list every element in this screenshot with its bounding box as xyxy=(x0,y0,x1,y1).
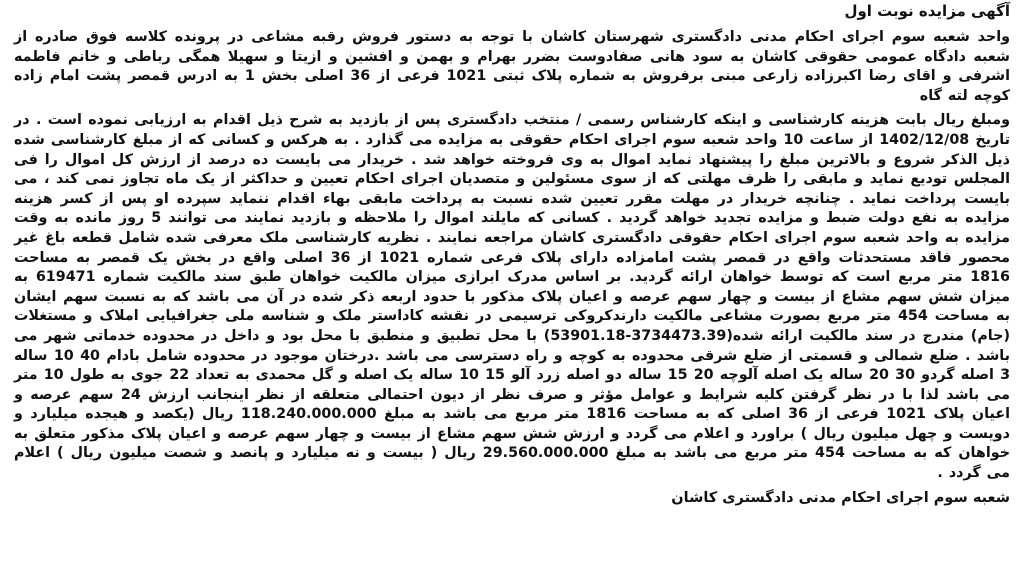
notice-paragraph-intro: واحد شعبه سوم اجرای احکام مدنی دادگستری شهرستان کاشان با توجه به دستور فروش رقبه مشاعی در پرونده کلاسه فوق صادره از شعبه دادگاه عمومی حقوقی کاشان به سود هانی صفادوست بضرر بهرام و بهمن و افشین و ازیتا و سهیلا همگی رباطی و خانم فاطمه اشرفی و اقای رضا اکبرزاده زارعی مبنی برفروش به شماره پلاک ثبتی 1021 فرعی از 36 اصلی بخش 1 به ادرس قمصر پشت امام زاده کوچه لته گاه xyxy=(14,29,1010,104)
notice-title: آگهی مزایده نوبت اول xyxy=(844,2,1010,20)
notice-signature: شعبه سوم اجرای احکام مدنی دادگستری کاشان xyxy=(671,489,1010,506)
notice-paragraph-body: ومبلغ ریال بابت هزینه کارشناسی و اینکه کارشناس رسمی / منتخب دادگستری پس از بازدید به شرح ذیل اقدام به ارزیابی نموده است . در تاریخ 1402/12/08 از ساعت 10 واحد شعبه سوم اجرای احکام حقوقی به مزایده می گذارد . به هرکس و کسانی که از مبلغ کارشناسی شده ذیل الذکر شروع و بالاترین مبلغ را پیشنهاد نماید اموال به وی فروخته خواهد شد . خریدار می بایست ده درصد از ارزش کل اموال را فی المجلس تودیع نماید و مابقی را ظرف مهلتی که از سوی مسئولین و متصدیان اجرای احکام تعیین و حداکثر از یک ماه تجاوز نمی کند ، می بایست پرداخت نماید . چنانچه خریدار در مهلت مقرر تعیین شده نسبت به پرداخت مابقی بهاء اقدام ننماید سپرده او پس از کسر هزینه مزایده به نفع دولت ضبط و مزایده تجدید خواهد گردید . کسانی که مایلند اموال را ملاحظه و بازدید نمایند می توانند 5 روز مانده به وقت مزایده به واحد شعبه سوم اجرای احکام حقوقی دادگستری کاشان مراجعه نمایند . نظریه کارشناسی ملک معرفی شده شامل قطعه باغ غیر محصور فاقد مستحدثات واقع در قمصر پشت امامزاده دارای پلاک فرعی شماره 1021 از 36 اصلی واقع در بخش یک قمصر به مساحت 1816 متر مربع است که توسط خواهان ارائه گردید. بر اساس مدرک ابرازی میزان مالکیت خواهان طبق سند مالکیت شماره 619471 به میزان شش سهم مشاع از بیست و چهار سهم عرصه و اعیان پلاک مذکور با حدود اربعه ذکر شده در آن می باشد که به نسبت سهم ایشان به مساحت 454 متر مربع بصورت مشاعی مالکیت دارندکروکی ترسیمی در نقشه کاداستر ملک و شناسه ملی جغرافیایی املاک و مستغلات (جام) مندرج در سند مالکیت ارائه شده(3734473.39-53901.18) با محل تطبیق و منطبق با محل بود و داخل در محدوده خدماتی شهر می باشد . ضلع شمالی و قسمتی از ضلع شرقی محدوده به کوچه و راه دسترسی می باشد .درختان موجود در محدوده شامل بادام 40 10 ساله 3 اصله گردو 30 20 ساله یک اصله آلوچه 20 15 ساله دو اصله زرد آلو 15 10 ساله یک اصله و گل محمدی به تعداد 22 جوی به طول 10 متر می باشد لذا با در نظر گرفتن کلیه شرایط و عوامل مؤثر و صرف نظر از دیون احتمالی متعلقه از نظر اینجانب ارزش 24 سهم عرصه و اعیان پلاک 1021 فرعی از 36 اصلی که به مساحت 1816 متر مربع می باشد به مبلغ 118.240.000.000 ریال (یکصد و هیجده میلیارد و دویست و چهل میلیون ریال ) براورد و اعلام می گردد و ارزش شش سهم مشاع از بیست و چهار سهم عرصه و اعیان پلاک مذکور متعلق به خواهان که به مساحت 454 متر مربع می باشد به مبلغ 29.560.000.000 ریال ( بیست و نه میلیارد و پانصد و شصت میلیون ریال ) اعلام می گردد . xyxy=(14,112,1011,482)
